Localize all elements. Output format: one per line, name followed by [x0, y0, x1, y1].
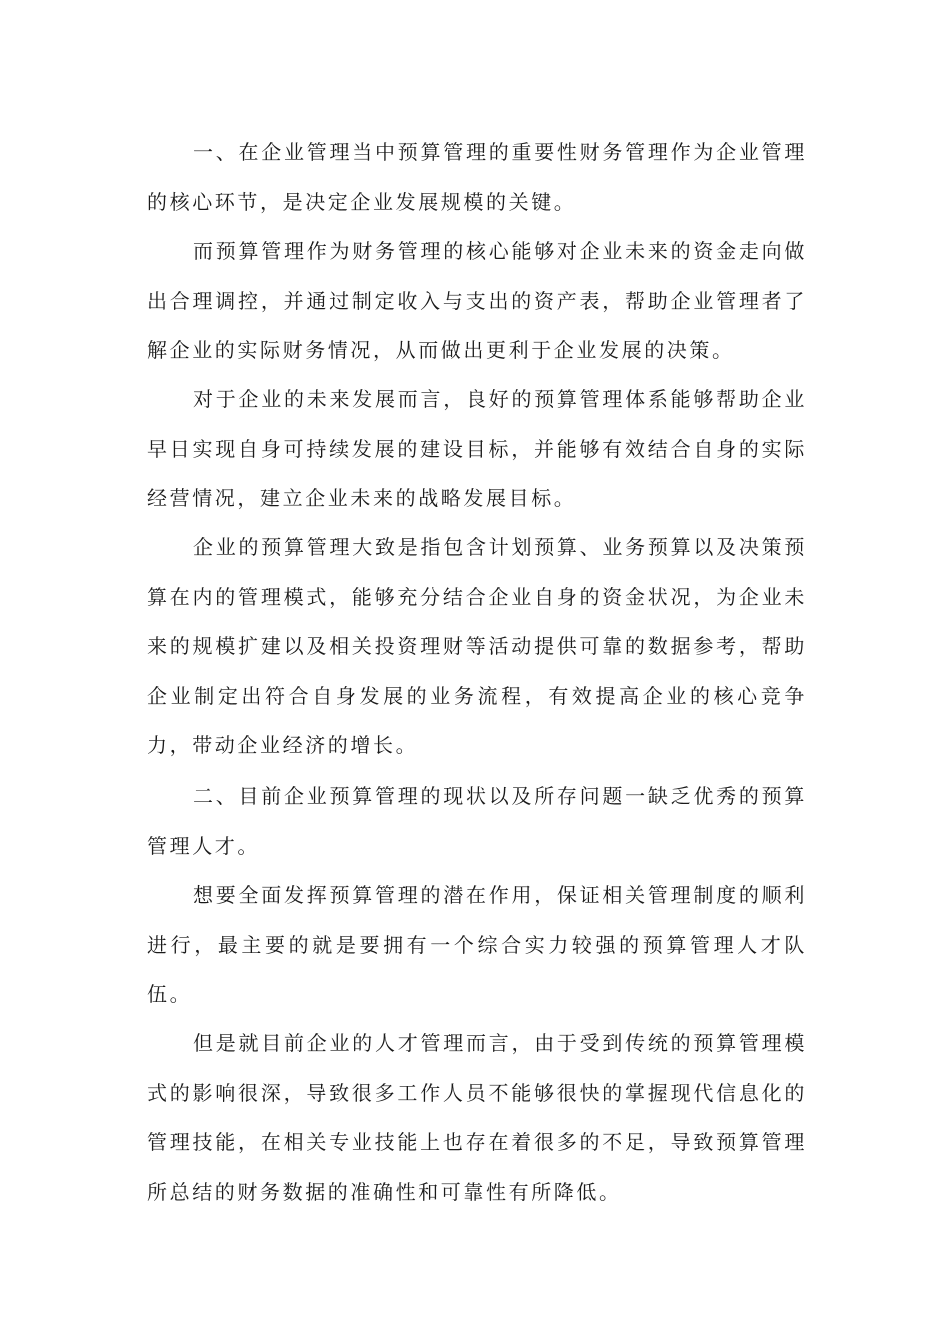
- paragraph-budget-core: 而预算管理作为财务管理的核心能够对企业未来的资金走向做出合理调控，并通过制定收入与支出的资产表，帮助企业管理者了解企业的实际财务情况，从而做出更利于企业发展的决策。: [147, 239, 807, 362]
- paragraph-current-status: 二、目前企业预算管理的现状以及所存问题一缺乏优秀的预算管理人才。: [147, 784, 807, 858]
- paragraph-talent-problems: 但是就目前企业的人才管理而言，由于受到传统的预算管理模式的影响很深，导致很多工作人员不能够很快的掌握现代信息化的管理技能，在相关专业技能上也存在着很多的不足，导致预算管理所总结的财务数据的准确性和可靠性有所降低。: [147, 1031, 807, 1204]
- paragraph-budget-mode: 企业的预算管理大致是指包含计划预算、业务预算以及决策预算在内的管理模式，能够充分结合企业自身的资金状况，为企业未来的规模扩建以及相关投资理财等活动提供可靠的数据参考，帮助企业制定出符合自身发展的业务流程，有效提高企业的核心竞争力，带动企业经济的增长。: [147, 535, 807, 757]
- paragraph-talent-team: 想要全面发挥预算管理的潜在作用，保证相关管理制度的顺利进行，最主要的就是要拥有一个综合实力较强的预算管理人才队伍。: [147, 883, 807, 1006]
- paragraph-future-development: 对于企业的未来发展而言，良好的预算管理体系能够帮助企业早日实现自身可持续发展的建设目标，并能够有效结合自身的实际经营情况，建立企业未来的战略发展目标。: [147, 387, 807, 510]
- paragraph-budget-importance: 一、在企业管理当中预算管理的重要性财务管理作为企业管理的核心环节，是决定企业发展规模的关键。: [147, 140, 807, 214]
